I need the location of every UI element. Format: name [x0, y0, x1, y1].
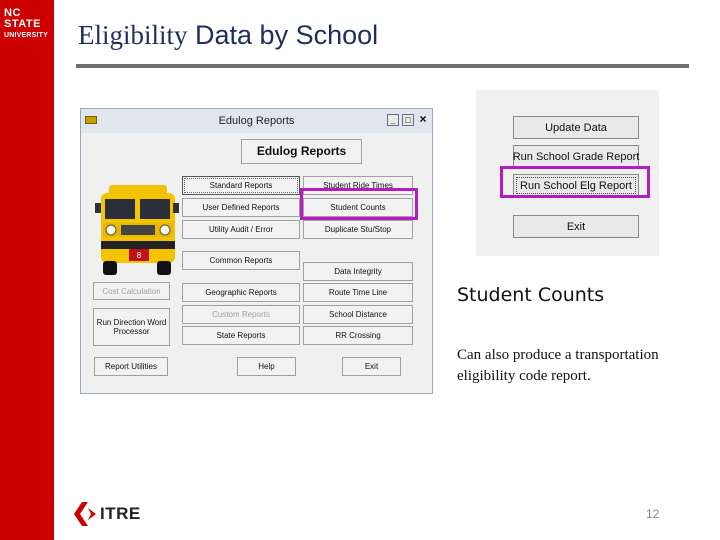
- close-button[interactable]: ×: [419, 112, 427, 126]
- custom-reports-button[interactable]: Custom Reports: [182, 305, 300, 324]
- help-button[interactable]: Help: [237, 357, 296, 376]
- slide-title-part-1: Eligibility: [78, 20, 188, 50]
- rr-crossing-button[interactable]: RR Crossing: [303, 326, 413, 345]
- page-number: 12: [646, 507, 660, 521]
- itre-logo: [74, 502, 141, 526]
- user-defined-reports-button[interactable]: User Defined Reports: [182, 198, 300, 217]
- standard-reports-button[interactable]: Standard Reports: [182, 176, 300, 195]
- data-integrity-button[interactable]: Data Integrity: [303, 262, 413, 281]
- run-school-grade-report-button[interactable]: Run School Grade Report: [513, 145, 639, 168]
- university-sidebar: [0, 0, 54, 540]
- cost-calculation-button[interactable]: Cost Calculation: [93, 282, 170, 300]
- student-counts-highlight: [300, 188, 418, 220]
- school-distance-button[interactable]: School Distance: [303, 305, 413, 324]
- report-utilities-button[interactable]: Report Utilities: [94, 357, 168, 376]
- run-direction-word-processor-button[interactable]: Run Direction Word Processor: [93, 308, 170, 346]
- school-bus-icon: [95, 183, 179, 279]
- panel-exit-button[interactable]: Exit: [513, 215, 639, 238]
- elg-report-highlight: [500, 166, 650, 198]
- itre-logo-text: ITRE: [100, 504, 141, 523]
- title-divider: [76, 64, 689, 68]
- common-reports-button[interactable]: Common Reports: [182, 251, 300, 270]
- window-title: Edulog Reports: [218, 115, 295, 127]
- minimize-button[interactable]: _: [387, 114, 399, 126]
- nc-state-logo: [4, 8, 54, 39]
- caption-body: Can also produce a transportation eligibility code report.: [457, 347, 659, 384]
- student-ride-times-button[interactable]: Student Ride Times: [303, 176, 413, 195]
- logo-line-2: UNIVERSITY: [4, 32, 49, 39]
- update-data-button[interactable]: Update Data: [513, 116, 639, 139]
- slide-title-part-2: Data by School: [187, 20, 379, 50]
- geographic-reports-button[interactable]: Geographic Reports: [182, 283, 300, 302]
- student-counts-button[interactable]: Student Counts: [303, 198, 413, 217]
- logo-line-1: NC STATE: [4, 7, 41, 30]
- run-school-elg-report-button[interactable]: Run School Elg Report: [513, 174, 639, 197]
- duplicate-stu-stop-button[interactable]: Duplicate Stu/Stop: [303, 220, 413, 239]
- slide-title: [78, 20, 378, 51]
- edulog-reports-header-button[interactable]: Edulog Reports: [241, 139, 362, 164]
- caption-heading: Student Counts: [457, 284, 605, 306]
- exit-button[interactable]: Exit: [342, 357, 401, 376]
- utility-audit-error-button[interactable]: Utility Audit / Error: [182, 220, 300, 239]
- route-time-line-button[interactable]: Route Time Line: [303, 283, 413, 302]
- window-titlebar[interactable]: [81, 109, 432, 133]
- maximize-button[interactable]: □: [402, 114, 414, 126]
- bus-number: 8: [136, 251, 142, 260]
- state-reports-button[interactable]: State Reports: [182, 326, 300, 345]
- edulog-reports-window: [80, 108, 433, 394]
- itre-arrow-icon: [74, 502, 96, 526]
